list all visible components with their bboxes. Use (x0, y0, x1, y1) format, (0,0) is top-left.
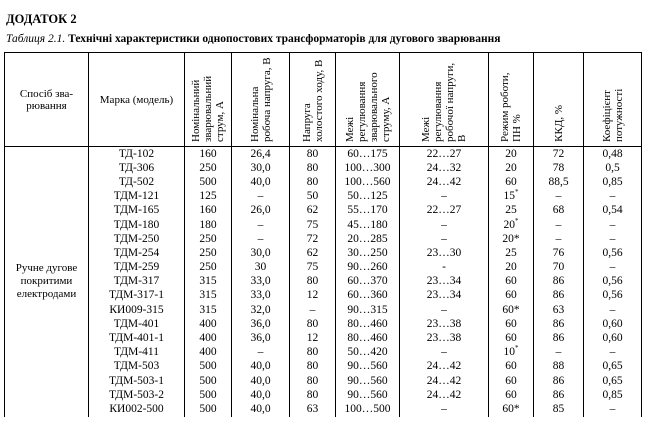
model-cell: ТД-502 (89, 175, 185, 189)
transformer-specs-table (4, 52, 642, 417)
value-cell: – (232, 218, 290, 232)
header-current-range: Межі регулювання зварювального струму, А (336, 53, 400, 147)
value-cell: 86 (534, 374, 584, 388)
value-cell: 63 (290, 402, 336, 416)
value-cell: 20…285 (336, 232, 400, 246)
value-cell: 25 (489, 204, 534, 218)
value-cell: 75 (290, 218, 336, 232)
model-cell: ТДМ-503-2 (89, 388, 185, 402)
value-cell: 20 (489, 147, 534, 162)
value-cell: – (400, 190, 489, 204)
table-row (5, 289, 642, 303)
value-cell: 23…38 (400, 331, 489, 345)
model-cell: КИ009-315 (89, 303, 185, 317)
model-cell: ТДМ-411 (89, 346, 185, 360)
model-cell: ТДМ-180 (89, 218, 185, 232)
value-cell: 500 (185, 402, 232, 416)
value-cell: – (584, 402, 642, 416)
value-cell: 0,60 (584, 317, 642, 331)
table-row (5, 317, 642, 331)
value-cell: 500 (185, 388, 232, 402)
header-voltage-range: Межі регулювання робочої напруги, В (400, 53, 489, 147)
value-cell: 315 (185, 275, 232, 289)
value-cell: 62 (290, 204, 336, 218)
value-cell: 33,0 (232, 289, 290, 303)
value-cell: 80 (290, 360, 336, 374)
value-cell: 80 (290, 317, 336, 331)
value-cell: 0,56 (584, 289, 642, 303)
value-cell: 60 (489, 360, 534, 374)
header-nominal-current: Номінальний зварювальний струм, А (185, 53, 232, 147)
value-cell: 23…34 (400, 289, 489, 303)
model-cell: ТДМ-317 (89, 275, 185, 289)
value-cell: 80…460 (336, 331, 400, 345)
header-row (5, 53, 642, 147)
value-cell: 55…170 (336, 204, 400, 218)
model-cell: КИ002-500 (89, 402, 185, 416)
value-cell: 100…560 (336, 175, 400, 189)
value-cell: – (584, 346, 642, 360)
value-cell: 60 (489, 331, 534, 345)
value-cell: - (400, 261, 489, 275)
table-row (5, 147, 642, 162)
value-cell: 20* (489, 232, 534, 246)
value-cell: 250 (185, 246, 232, 260)
table-row (5, 232, 642, 246)
value-cell: 500 (185, 175, 232, 189)
value-cell: – (534, 232, 584, 246)
value-cell: 250 (185, 261, 232, 275)
value-cell: 12 (290, 289, 336, 303)
model-cell: ТДМ-503 (89, 360, 185, 374)
value-cell: 60 (489, 317, 534, 331)
value-cell: 315 (185, 303, 232, 317)
value-cell: 60 (489, 388, 534, 402)
value-cell: 86 (534, 275, 584, 289)
table-caption (6, 33, 500, 45)
value-cell: 40,0 (232, 360, 290, 374)
value-cell: 88 (534, 360, 584, 374)
value-cell: 36,0 (232, 331, 290, 345)
table-row (5, 275, 642, 289)
value-cell: 160 (185, 147, 232, 162)
value-cell: 125 (185, 190, 232, 204)
value-cell: 76 (534, 246, 584, 260)
value-cell: 80 (290, 346, 336, 360)
value-cell: 36,0 (232, 317, 290, 331)
value-cell: – (232, 190, 290, 204)
header-method: Спосіб зва-рювання (5, 53, 89, 147)
value-cell: 0,60 (584, 331, 642, 345)
value-cell: 72 (290, 232, 336, 246)
value-cell: – (534, 218, 584, 232)
value-cell: 60 (489, 175, 534, 189)
value-cell: 80 (290, 275, 336, 289)
value-cell: – (400, 303, 489, 317)
value-cell: – (290, 303, 336, 317)
value-cell: 400 (185, 346, 232, 360)
model-cell: ТД-102 (89, 147, 185, 162)
table-row (5, 204, 642, 218)
value-cell: 250 (185, 161, 232, 175)
value-cell: 20* (489, 218, 534, 232)
table-row (5, 402, 642, 416)
value-cell: 86 (534, 388, 584, 402)
value-cell: 45…180 (336, 218, 400, 232)
value-cell: 250 (185, 232, 232, 246)
header-nominal-voltage: Номінальна робоча напруга, В (232, 53, 290, 147)
value-cell: – (400, 232, 489, 246)
value-cell: 80 (290, 161, 336, 175)
value-cell: 60 (489, 374, 534, 388)
value-cell: 78 (534, 161, 584, 175)
value-cell: 50 (290, 190, 336, 204)
value-cell: 80 (290, 374, 336, 388)
value-cell: 0,54 (584, 204, 642, 218)
value-cell: 60 (489, 289, 534, 303)
value-cell: 72 (534, 147, 584, 162)
value-cell: 22…27 (400, 147, 489, 162)
value-cell: 24…32 (400, 161, 489, 175)
model-cell: ТДМ-254 (89, 246, 185, 260)
table-row (5, 161, 642, 175)
value-cell: 75 (290, 261, 336, 275)
value-cell: 40,0 (232, 402, 290, 416)
value-cell: – (400, 402, 489, 416)
value-cell: 26,4 (232, 147, 290, 162)
table-row (5, 388, 642, 402)
value-cell: 80 (290, 147, 336, 162)
value-cell: 60 (489, 275, 534, 289)
table-caption-label: Таблиця 2.1. (6, 33, 66, 45)
value-cell: 88,5 (534, 175, 584, 189)
value-cell: 10* (489, 346, 534, 360)
value-cell: 0,5 (584, 161, 642, 175)
value-cell: 180 (185, 218, 232, 232)
value-cell: 86 (534, 317, 584, 331)
value-cell: 160 (185, 204, 232, 218)
table-row (5, 175, 642, 189)
header-power-factor: Коефіцієнт потужності (584, 53, 642, 147)
value-cell: 26,0 (232, 204, 290, 218)
model-cell: ТДМ-401 (89, 317, 185, 331)
model-cell: ТДМ-503-1 (89, 374, 185, 388)
value-cell: 0,48 (584, 147, 642, 162)
value-cell: 40,0 (232, 374, 290, 388)
value-cell: 40,0 (232, 388, 290, 402)
value-cell: 80 (290, 388, 336, 402)
value-cell: 24…42 (400, 388, 489, 402)
value-cell: – (232, 346, 290, 360)
value-cell: 86 (534, 331, 584, 345)
method-cell: Ручне дугове покритими електродами (5, 147, 89, 417)
value-cell: 25 (489, 246, 534, 260)
header-duty-cycle: Режим роботи, ПН % (489, 53, 534, 147)
value-cell: 0,56 (584, 246, 642, 260)
value-cell: 90…260 (336, 261, 400, 275)
value-cell: 60…370 (336, 275, 400, 289)
table-row (5, 218, 642, 232)
value-cell: – (584, 261, 642, 275)
value-cell: 24…42 (400, 175, 489, 189)
value-cell: 60…175 (336, 147, 400, 162)
value-cell: 63 (534, 303, 584, 317)
value-cell: 315 (185, 289, 232, 303)
model-cell: ТДМ-317-1 (89, 289, 185, 303)
value-cell: 33,0 (232, 275, 290, 289)
value-cell: 90…560 (336, 360, 400, 374)
value-cell: 12 (290, 331, 336, 345)
value-cell: 500 (185, 374, 232, 388)
value-cell: 50…420 (336, 346, 400, 360)
value-cell: – (232, 232, 290, 246)
table-row (5, 261, 642, 275)
value-cell: 60…360 (336, 289, 400, 303)
value-cell: – (400, 346, 489, 360)
model-cell: ТДМ-250 (89, 232, 185, 246)
value-cell: 86 (534, 289, 584, 303)
header-open-circuit-voltage: Напруга холостого ходу, В (290, 53, 336, 147)
value-cell: 400 (185, 317, 232, 331)
value-cell: 23…38 (400, 317, 489, 331)
appendix-heading: ДОДАТОК 2 (6, 12, 77, 26)
value-cell: – (584, 303, 642, 317)
table-row (5, 346, 642, 360)
model-cell: ТДМ-165 (89, 204, 185, 218)
value-cell: 85 (534, 402, 584, 416)
value-cell: 0,65 (584, 374, 642, 388)
value-cell: – (534, 190, 584, 204)
value-cell: – (584, 232, 642, 246)
value-cell: 62 (290, 246, 336, 260)
header-efficiency: ККД, % (534, 53, 584, 147)
value-cell: 30,0 (232, 246, 290, 260)
value-cell: 0,65 (584, 360, 642, 374)
table-row (5, 360, 642, 374)
value-cell: – (534, 346, 584, 360)
value-cell: 30,0 (232, 161, 290, 175)
value-cell: 32,0 (232, 303, 290, 317)
value-cell: 15* (489, 190, 534, 204)
value-cell: 24…42 (400, 360, 489, 374)
value-cell: 100…500 (336, 402, 400, 416)
value-cell: 40,0 (232, 175, 290, 189)
table-caption-title: Технічні характеристики однопостових трансформаторів для дугового зварювання (68, 33, 501, 45)
value-cell: 90…560 (336, 374, 400, 388)
value-cell: – (584, 218, 642, 232)
table-row (5, 190, 642, 204)
value-cell: 100…300 (336, 161, 400, 175)
value-cell: 24…42 (400, 374, 489, 388)
value-cell: – (400, 218, 489, 232)
value-cell: 0,85 (584, 388, 642, 402)
value-cell: 30…250 (336, 246, 400, 260)
model-cell: ТДМ-259 (89, 261, 185, 275)
value-cell: – (584, 190, 642, 204)
value-cell: 90…560 (336, 388, 400, 402)
value-cell: 68 (534, 204, 584, 218)
value-cell: 60* (489, 402, 534, 416)
model-cell: ТД-306 (89, 161, 185, 175)
value-cell: 20 (489, 161, 534, 175)
header-model: Марка (модель) (89, 53, 185, 147)
value-cell: 30 (232, 261, 290, 275)
table-row (5, 374, 642, 388)
value-cell: 80 (290, 175, 336, 189)
value-cell: 70 (534, 261, 584, 275)
value-cell: 50…125 (336, 190, 400, 204)
value-cell: 23…30 (400, 246, 489, 260)
value-cell: 22…27 (400, 204, 489, 218)
value-cell: 20 (489, 261, 534, 275)
table-row (5, 303, 642, 317)
value-cell: 500 (185, 360, 232, 374)
model-cell: ТДМ-401-1 (89, 331, 185, 345)
table-row (5, 246, 642, 260)
value-cell: 60* (489, 303, 534, 317)
model-cell: ТДМ-121 (89, 190, 185, 204)
value-cell: 23…34 (400, 275, 489, 289)
table-row (5, 331, 642, 345)
value-cell: 0,56 (584, 275, 642, 289)
value-cell: 400 (185, 331, 232, 345)
value-cell: 80…460 (336, 317, 400, 331)
value-cell: 0,85 (584, 175, 642, 189)
value-cell: 90…315 (336, 303, 400, 317)
